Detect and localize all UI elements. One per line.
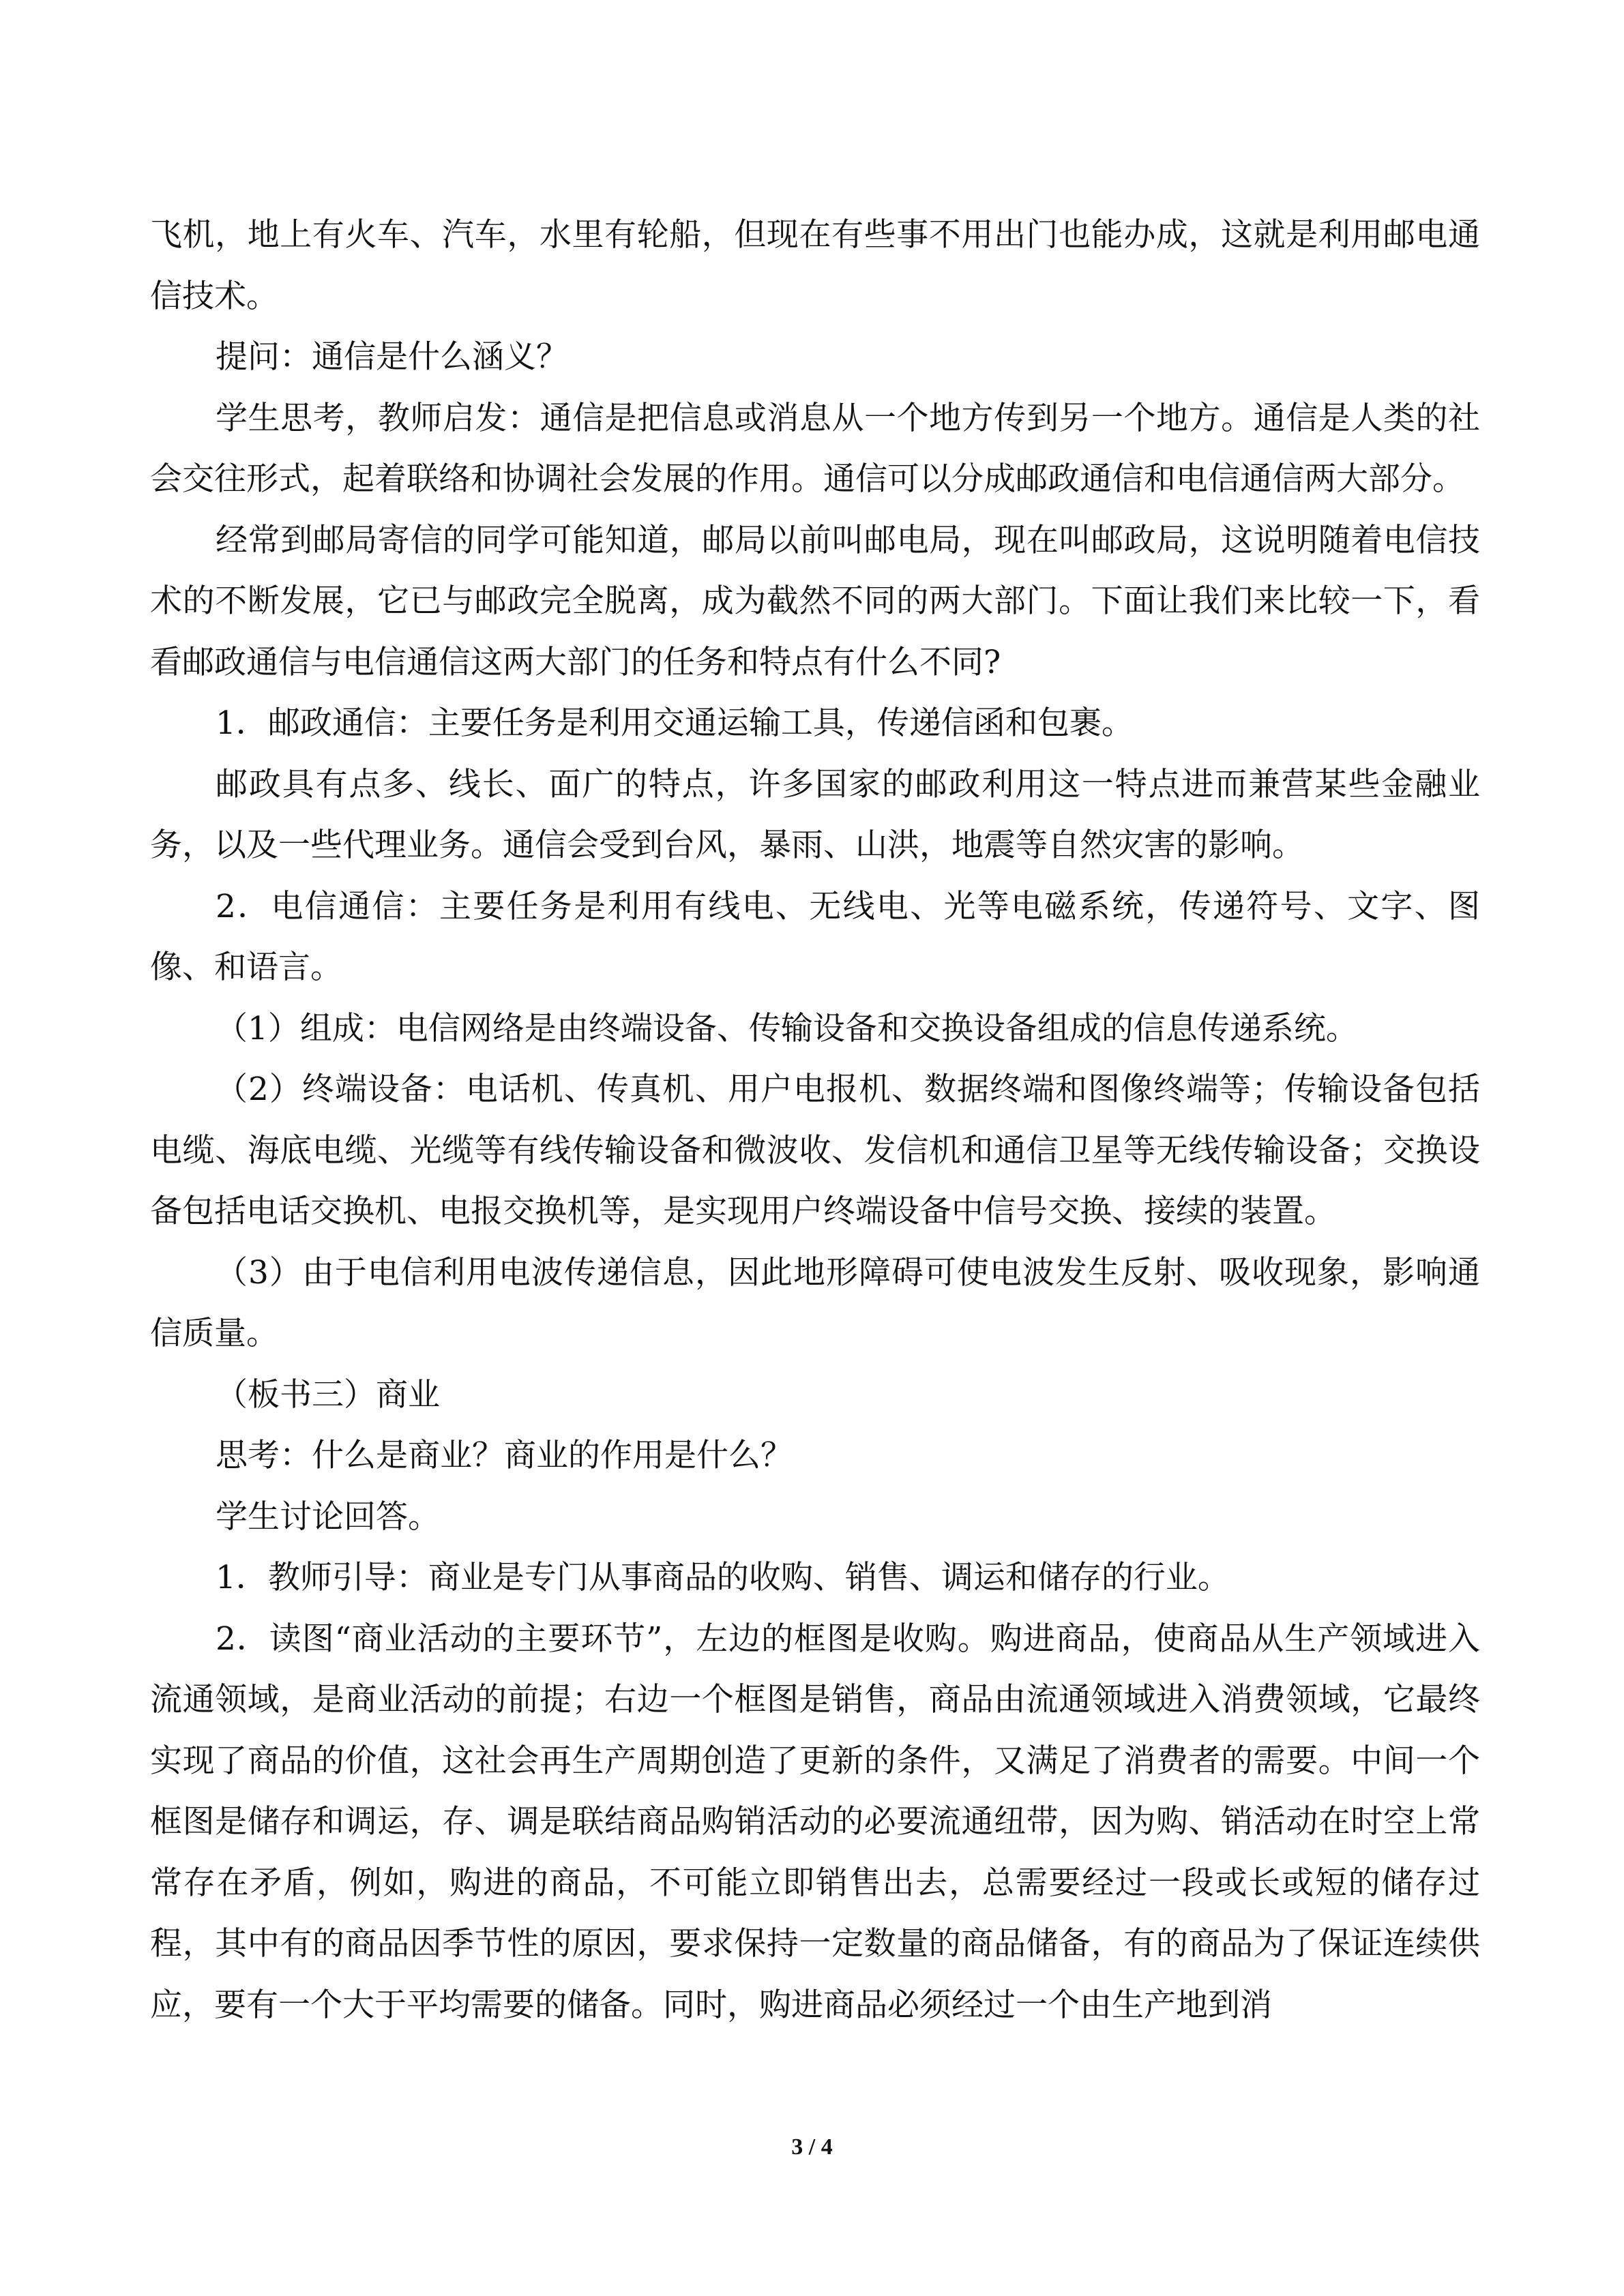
paragraph-commerce-question: 思考：什么是商业？商业的作用是什么？ <box>216 1437 793 1474</box>
paragraph-telecom-composition: （1）组成：电信网络是由终端设备、传输设备和交换设备组成的信息传递系统。 <box>216 1009 1358 1047</box>
paragraph-communication-definition: 学生思考，教师启发：通信是把信息或消息从一个地方传到另一个地方。通信是人类的社会交往形式，起着联络和协调社会发展的作用。通信可以分成邮政通信和电信通信两大部分。 <box>150 399 1480 498</box>
paragraph-telecom-quality: （3）由于电信利用电波传递信息，因此地形障碍可使电波发生反射、吸收现象，影响通信质量。 <box>150 1253 1480 1352</box>
paragraph-telecom-communication: 2．电信通信：主要任务是利用有线电、无线电、光等电磁系统，传递符号、文字、图像、和语言。 <box>150 887 1480 986</box>
paragraph-commerce-definition: 1．教师引导：商业是专门从事商品的收购、销售、调运和储存的行业。 <box>216 1559 1230 1596</box>
document-body <box>150 205 1480 2036</box>
paragraph-question: 提问：通信是什么涵义？ <box>216 338 568 376</box>
paragraph-telecom-equipment: （2）终端设备：电话机、传真机、用户电报机、数据终端和图像终端等；传输设备包括电缆、海底电缆、光缆等有线传输设备和微波收、发信机和通信卫星等无线传输设备；交换设备包括电话交换机、电报交换机等，是实现用户终端设备中信号交换、接续的装置。 <box>150 1071 1480 1230</box>
paragraph-board-heading-commerce: （板书三）商业 <box>216 1375 440 1414</box>
paragraph-post-office: 经常到邮局寄信的同学可能知道，邮局以前叫邮电局，现在叫邮政局，这说明随着电信技术的不断发展，它已与邮政完全脱离，成为截然不同的两大部门。下面让我们来比较一下，看看邮政通信与电信通信这两大部门的任务和特点有什么不同? <box>150 521 1480 681</box>
page-number: 3 / 4 <box>791 2134 833 2160</box>
paragraph-student-discussion: 学生讨论回答。 <box>216 1497 440 1536</box>
paragraph-postal-communication: 1．邮政通信：主要任务是利用交通运输工具，传递信函和包裹。 <box>216 704 1134 742</box>
paragraph-postal-features: 邮政具有点多、线长、面广的特点，许多国家的邮政利用这一特点进而兼营某些金融业务，以及一些代理业务。通信会受到台风，暴雨、山洪，地震等自然灾害的影响。 <box>150 765 1480 864</box>
paragraph-commerce-links: 2．读图“商业活动的主要环节”，左边的框图是收购。购进商品，使商品从生产领域进入流通领域，是商业活动的前提；右边一个框图是销售，商品由流通领域进入消费领域，它最终实现了商品的价值，这社会再生产周期创造了更新的条件，又满足了消费者的需要。中间一个框图是储存和调运，存、调是联结商品购销活动的必要流通纽带，因为购、销活动在时空上常常存在矛盾，例如，购进的商品，不可能立即销售出去，总需要经过一段或长或短的储存过程，其中有的商品因季节性的原因，要求保持一定数量的商品储备，有的商品为了保证连续供应，要有一个大于平均需要的储备。同时，购进商品必须经过一个由生产地到消 <box>150 1620 1480 2024</box>
paragraph-continuation: 飞机，地上有火车、汽车，水里有轮船，但现在有些事不用出门也能办成，这就是利用邮电通信技术。 <box>150 216 1480 315</box>
